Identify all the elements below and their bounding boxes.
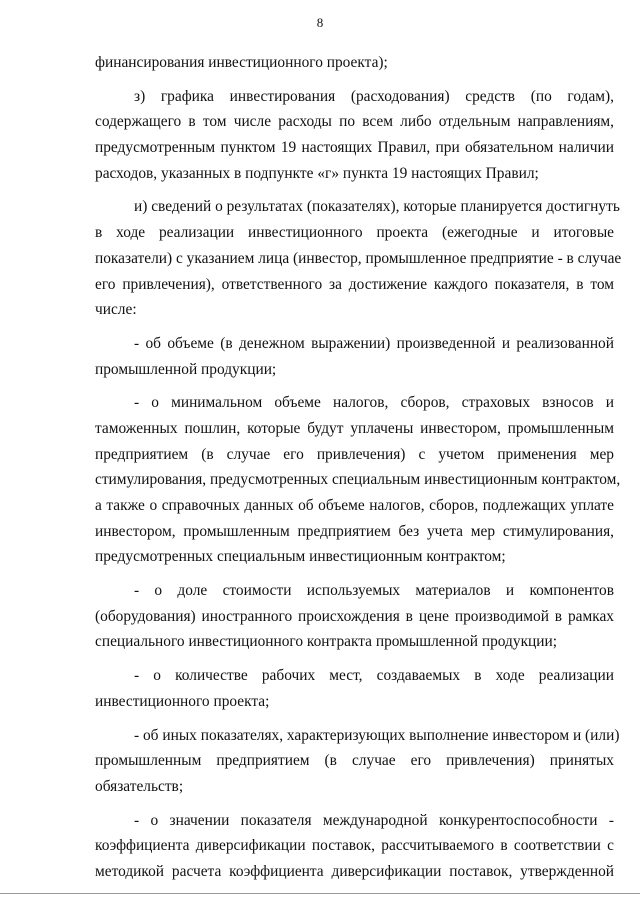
text-line: предусмотренных специальным инвестиционным контрактом;	[95, 548, 506, 566]
text-line: з) графика инвестирования (расходования) средств (по годам),	[134, 87, 614, 105]
text-line: коэффициента диверсификации поставок, рассчитываемого в соответствии с	[95, 837, 614, 855]
page-number: 8	[316, 15, 324, 30]
text-line: стимулирования, предусмотренных специальным инвестиционным контрактом,	[95, 471, 621, 489]
text-line: - о значении показателя международной конкурентоспособности -	[134, 811, 614, 829]
text-line: обязательств;	[95, 777, 184, 795]
text-line: промышленной продукции;	[95, 360, 277, 378]
text-line: расходов, указанных в подпункте «г» пункта 19 настоящих Правил;	[95, 164, 539, 182]
text-line: предприятием (в случае его привлечения) с учетом применения мер	[95, 445, 614, 463]
text-line: предусмотренным пунктом 19 настоящих Правил, при обязательном наличии	[95, 139, 614, 157]
text-line: и) сведений о результатах (показателях), которые планируется достигнуть	[134, 198, 620, 216]
text-line: таможенных пошлин, которые будут уплачены инвестором, промышленным	[95, 419, 614, 437]
text-line: специального инвестиционного контракта промышленной продукции;	[95, 633, 558, 651]
text-line: методикой расчета коэффициента диверсификации поставок, утвержденной	[95, 862, 614, 880]
text-line: - о доле стоимости используемых материалов и компонентов	[134, 582, 614, 600]
text-line: а также о справочных данных об объеме налогов, сборов, подлежащих уплате	[95, 497, 614, 514]
document-body	[95, 50, 622, 885]
text-line: в ходе реализации инвестиционного проекта (ежегодные и итоговые	[95, 224, 614, 242]
text-line: - о количестве рабочих мест, создаваемых в ходе реализации	[134, 667, 614, 685]
text-line: числе:	[95, 301, 137, 319]
text-line: - об объеме (в денежном выражении) произведенной и реализованной	[134, 334, 614, 352]
text-line: финансирования инвестиционного проекта);	[95, 54, 388, 71]
text-line: - об иных показателях, характеризующих выполнение инвестором и (или)	[134, 726, 620, 744]
bottom-divider	[0, 893, 640, 894]
text-line: инвестором, промышленным предприятием без учета мер стимулирования,	[95, 522, 614, 540]
text-line: его привлечения), ответственного за достижение каждого показателя, в том	[95, 275, 614, 293]
text-line: показатели) с указанием лица (инвестор, промышленное предприятие - в случае	[95, 249, 622, 267]
text-line: промышленным предприятием (в случае его привлечения) принятых	[95, 752, 614, 770]
text-line: (оборудования) иностранного происхождения в цене производимой в рамках	[95, 607, 614, 625]
text-line: инвестиционного проекта;	[95, 692, 270, 710]
text-line: - о минимальном объеме налогов, сборов, страховых взносов и	[134, 394, 614, 412]
text-line: содержащего в том числе расходы по всем либо отдельным направлениям,	[95, 113, 614, 131]
